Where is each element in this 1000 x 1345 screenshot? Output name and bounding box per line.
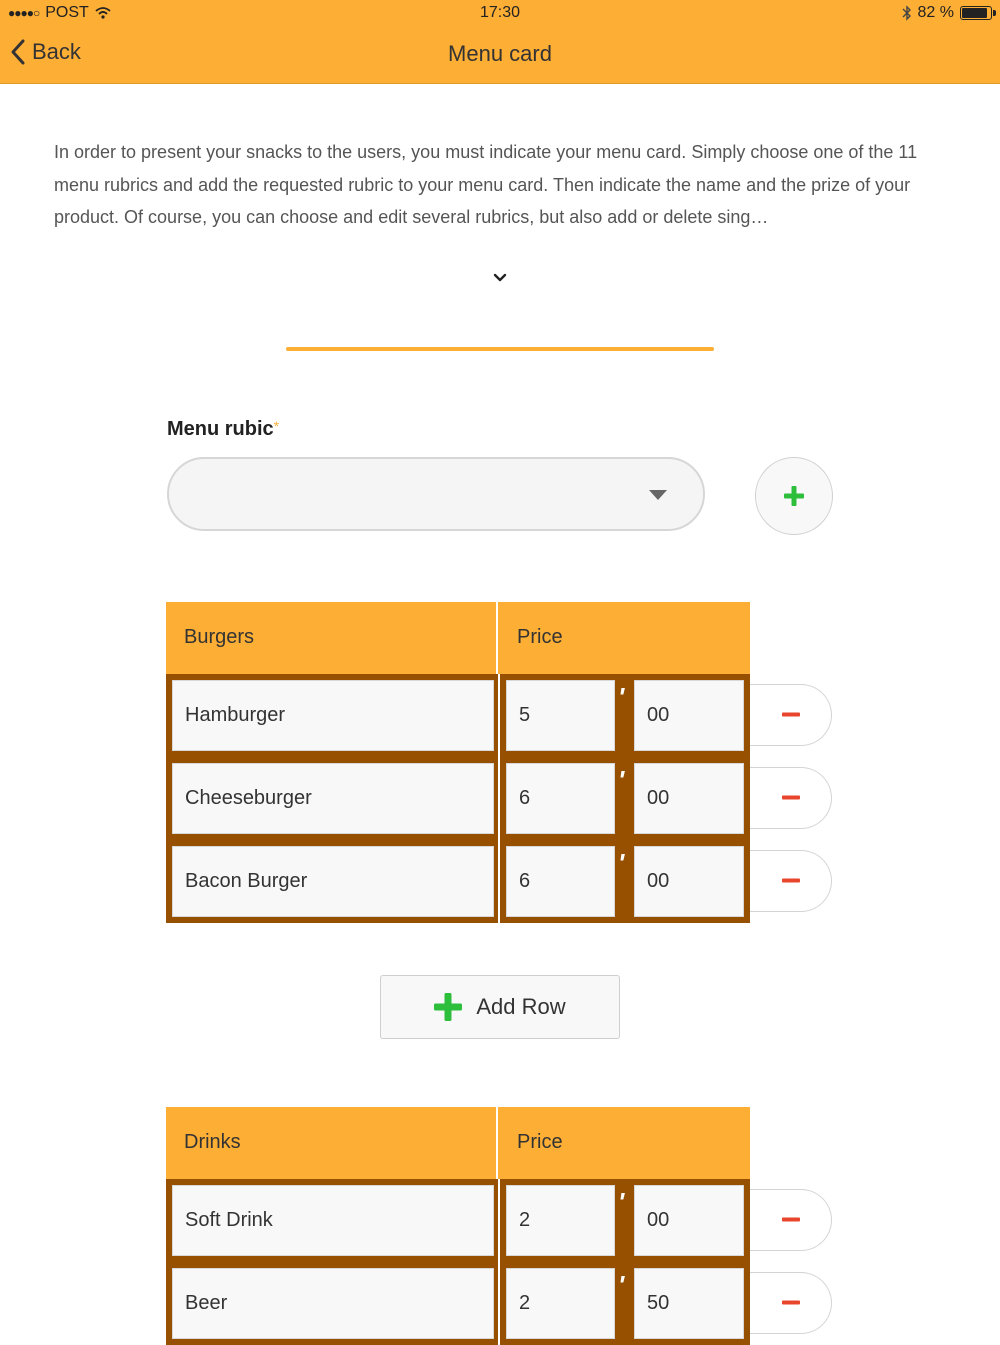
- remove-row-button[interactable]: [750, 1272, 832, 1334]
- app-header: [0, 0, 1000, 84]
- chevron-down-icon[interactable]: [488, 266, 512, 290]
- decimal-separator: ': [618, 765, 625, 795]
- plus-icon: [783, 485, 805, 507]
- table-row: [166, 1179, 750, 1262]
- price-cents-input[interactable]: 00: [634, 763, 744, 834]
- menu-rubric-select[interactable]: [167, 457, 705, 531]
- decimal-separator: ': [618, 682, 625, 712]
- minus-icon: [782, 713, 800, 718]
- back-label: Back: [32, 39, 81, 64]
- add-row-label: Add Row: [476, 994, 566, 1019]
- item-name-input[interactable]: Soft Drink: [172, 1185, 494, 1256]
- menu-rubric-label: [167, 418, 279, 441]
- dropdown-caret-icon: [649, 490, 667, 500]
- remove-row-button[interactable]: [750, 1189, 832, 1251]
- item-name-input[interactable]: Cheeseburger: [172, 763, 494, 834]
- price-euros-input[interactable]: 5: [506, 680, 615, 751]
- section-divider: [286, 347, 714, 351]
- column-header-category: Drinks: [184, 1131, 241, 1153]
- price-cents-input[interactable]: 00: [634, 680, 744, 751]
- column-header-price: Price: [517, 626, 563, 648]
- minus-icon: [782, 1301, 800, 1306]
- table-row: [166, 840, 750, 923]
- decimal-separator: ': [618, 848, 625, 878]
- remove-row-button[interactable]: [750, 850, 832, 912]
- price-euros-input[interactable]: 6: [506, 763, 615, 834]
- table-header: [166, 602, 750, 674]
- intro-text: In order to present your snacks to the users, you must indicate your menu card. Simply choose one of the 11 menu rubrics and add the requested rubric to your menu card. Then indicate the name and the prize of your product. Of course, you can choose and edit several rubrics, but also add or delete sing…: [54, 142, 918, 227]
- signal-icon: ●●●●○: [8, 6, 40, 20]
- minus-icon: [782, 1218, 800, 1223]
- bluetooth-icon: [902, 5, 912, 21]
- table-header: [166, 1107, 750, 1179]
- decimal-separator: ': [618, 1187, 625, 1217]
- menu-table-drinks: [166, 1107, 750, 1345]
- price-euros-input[interactable]: 2: [506, 1185, 615, 1256]
- minus-icon: [782, 796, 800, 801]
- column-header-price: Price: [517, 1131, 563, 1153]
- add-row-button[interactable]: [380, 975, 620, 1039]
- remove-row-button[interactable]: [750, 684, 832, 746]
- price-cents-input[interactable]: 00: [634, 1185, 744, 1256]
- status-time: 17:30: [479, 4, 521, 21]
- menu-rubric-label-text: Menu rubic: [167, 418, 274, 440]
- decimal-separator: ': [618, 1270, 625, 1300]
- item-name-input[interactable]: Bacon Burger: [172, 846, 494, 917]
- table-row: [166, 1262, 750, 1345]
- minus-icon: [782, 879, 800, 884]
- item-name-input[interactable]: Beer: [172, 1268, 494, 1339]
- price-euros-input[interactable]: 2: [506, 1268, 615, 1339]
- price-euros-input[interactable]: 6: [506, 846, 615, 917]
- battery-percent: 82 %: [917, 4, 954, 21]
- price-cents-input[interactable]: 50: [634, 1268, 744, 1339]
- table-row: [166, 757, 750, 840]
- battery-icon: [960, 6, 992, 20]
- carrier-label: POST: [45, 4, 89, 21]
- page-title: Menu card: [448, 41, 552, 66]
- price-cents-input[interactable]: 00: [634, 846, 744, 917]
- menu-table-burgers: [166, 602, 750, 923]
- column-header-category: Burgers: [184, 626, 255, 648]
- add-rubric-button[interactable]: [755, 457, 833, 535]
- table-row: [166, 674, 750, 757]
- plus-icon: [434, 993, 462, 1021]
- status-bar: [0, 4, 1000, 24]
- remove-row-button[interactable]: [750, 767, 832, 829]
- item-name-input[interactable]: Hamburger: [172, 680, 494, 751]
- required-mark: *: [273, 418, 280, 434]
